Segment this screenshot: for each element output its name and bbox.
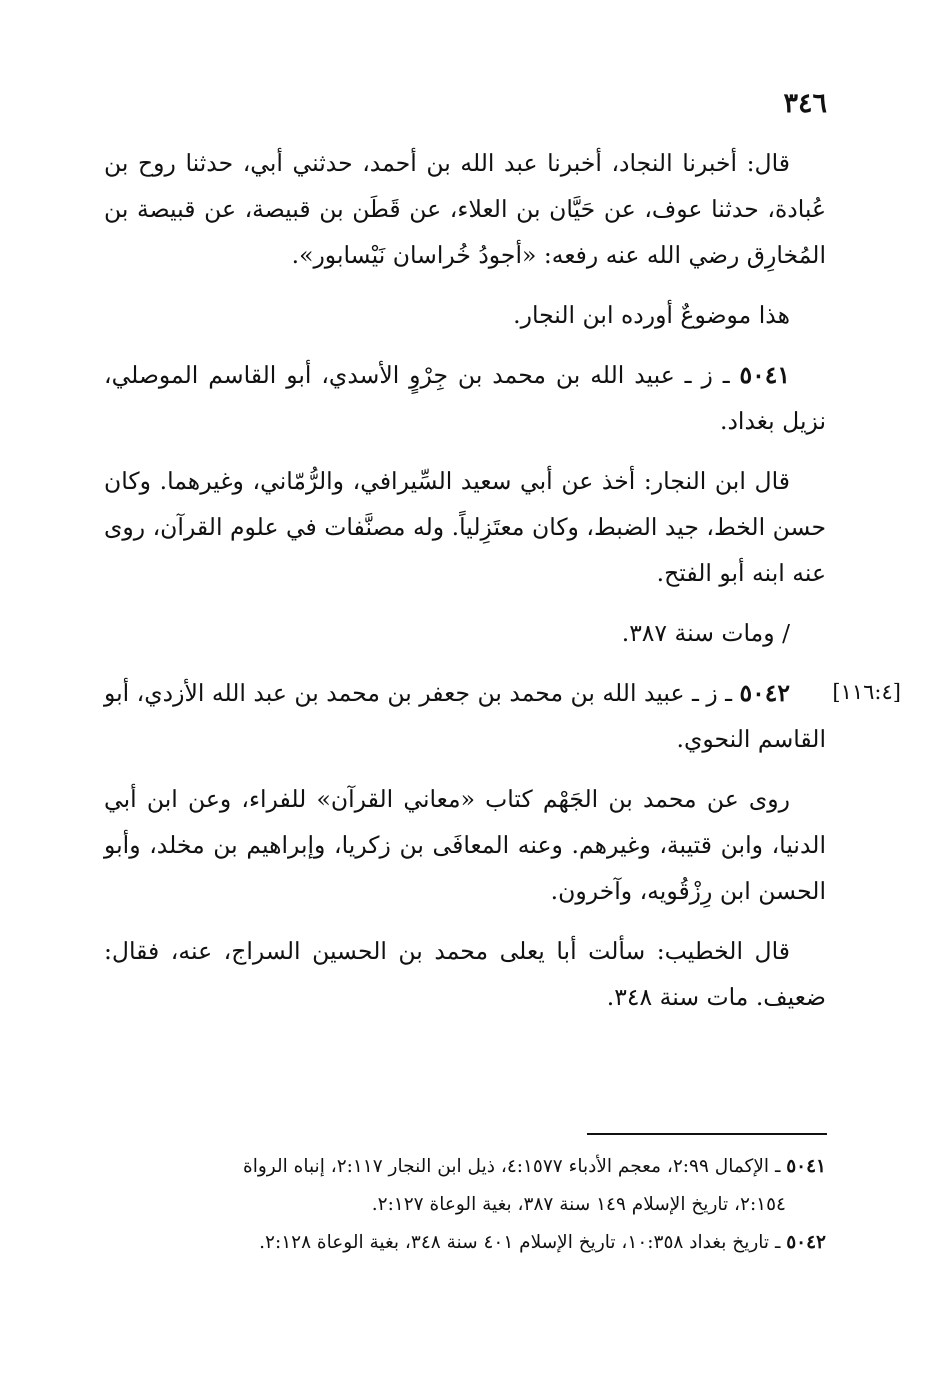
footnote-text: ـ تاريخ بغداد ١٠:٣٥٨، تاريخ الإسلام ٤٠١ سنة ٣٤٨، بغية الوعاة ٢:١٢٨. (259, 1232, 787, 1253)
footnote-divider (587, 1133, 827, 1135)
page-number: ٣٤٦ (783, 88, 827, 119)
footnote-number: ٥٠٤٢ (786, 1232, 826, 1253)
entry-5042 (104, 670, 826, 762)
entry-5041 (104, 352, 826, 444)
paragraph-narrated: روى عن محمد بن الجَهْم كتاب «معاني القرآن» للفراء، وعن ابن أبي الدنيا، وابن قتيبة، وغيرهم. وعنه المعافَى بن زكريا، وإبراهيم بن مخلد، وأبو الحسن ابن رِزْقُويه، وآخرون. (104, 785, 826, 905)
paragraph-judgement: هذا موضوعٌ أورده ابن النجار. (513, 301, 790, 329)
footnote-5042 (104, 1224, 826, 1262)
entry-text: ـ ز ـ عبيد الله بن محمد بن جِرْوٍ الأسدي، أبو القاسم الموصلي، نزيل بغداد. (104, 361, 826, 435)
paragraph-isnad: قال: أخبرنا النجاد، أخبرنا عبد الله بن أحمد، حدثني أبي، حدثنا روح بن عُبادة، حدثنا عوف، عن حَيَّان بن العلاء، عن قَطَن بن قبيصة، عن قبيصة بن المُخارِق رضي الله عنه رفعه: «أجودُ خُراسان نَيْسابور». (104, 149, 826, 269)
entry-number: ٥٠٤٢ (739, 679, 790, 707)
entry-text: ـ ز ـ عبيد الله بن محمد بن جعفر بن محمد بن عبد الله الأزدي، أبو القاسم النحوي. (104, 679, 826, 753)
footnotes (104, 1148, 826, 1262)
entry-number: ٥٠٤١ (739, 361, 790, 389)
paragraph-khatib: قال الخطيب: سألت أبا يعلى محمد بن الحسين السراج، عنه، فقال: ضعيف. مات سنة ٣٤٨. (104, 937, 826, 1011)
footnote-text: ـ الإكمال ٢:٩٩، معجم الأدباء ٤:١٥٧٧، ذيل ابن النجار ٢:١١٧، إنباه الرواة (243, 1156, 787, 1177)
margin-reference: [١١٦:٤] (832, 680, 901, 704)
main-text (104, 140, 826, 1034)
paragraph-death-387: / ومات سنة ٣٨٧. (621, 619, 790, 647)
footnote-5041-continued: ٢:١٥٤، تاريخ الإسلام ١٤٩ سنة ٣٨٧، بغية الوعاة ٢:١٢٧. (371, 1194, 786, 1215)
footnote-5041 (104, 1148, 826, 1186)
paragraph-ibn-najjar: قال ابن النجار: أخذ عن أبي سعيد السِّيرافي، والرُّمّاني، وغيرهما. وكان حسن الخط، جيد الضبط، وكان معتَزِلياً. وله مصنَّفات في علوم القرآن، روى عنه ابنه أبو الفتح. (104, 467, 826, 587)
footnote-number: ٥٠٤١ (786, 1156, 826, 1177)
